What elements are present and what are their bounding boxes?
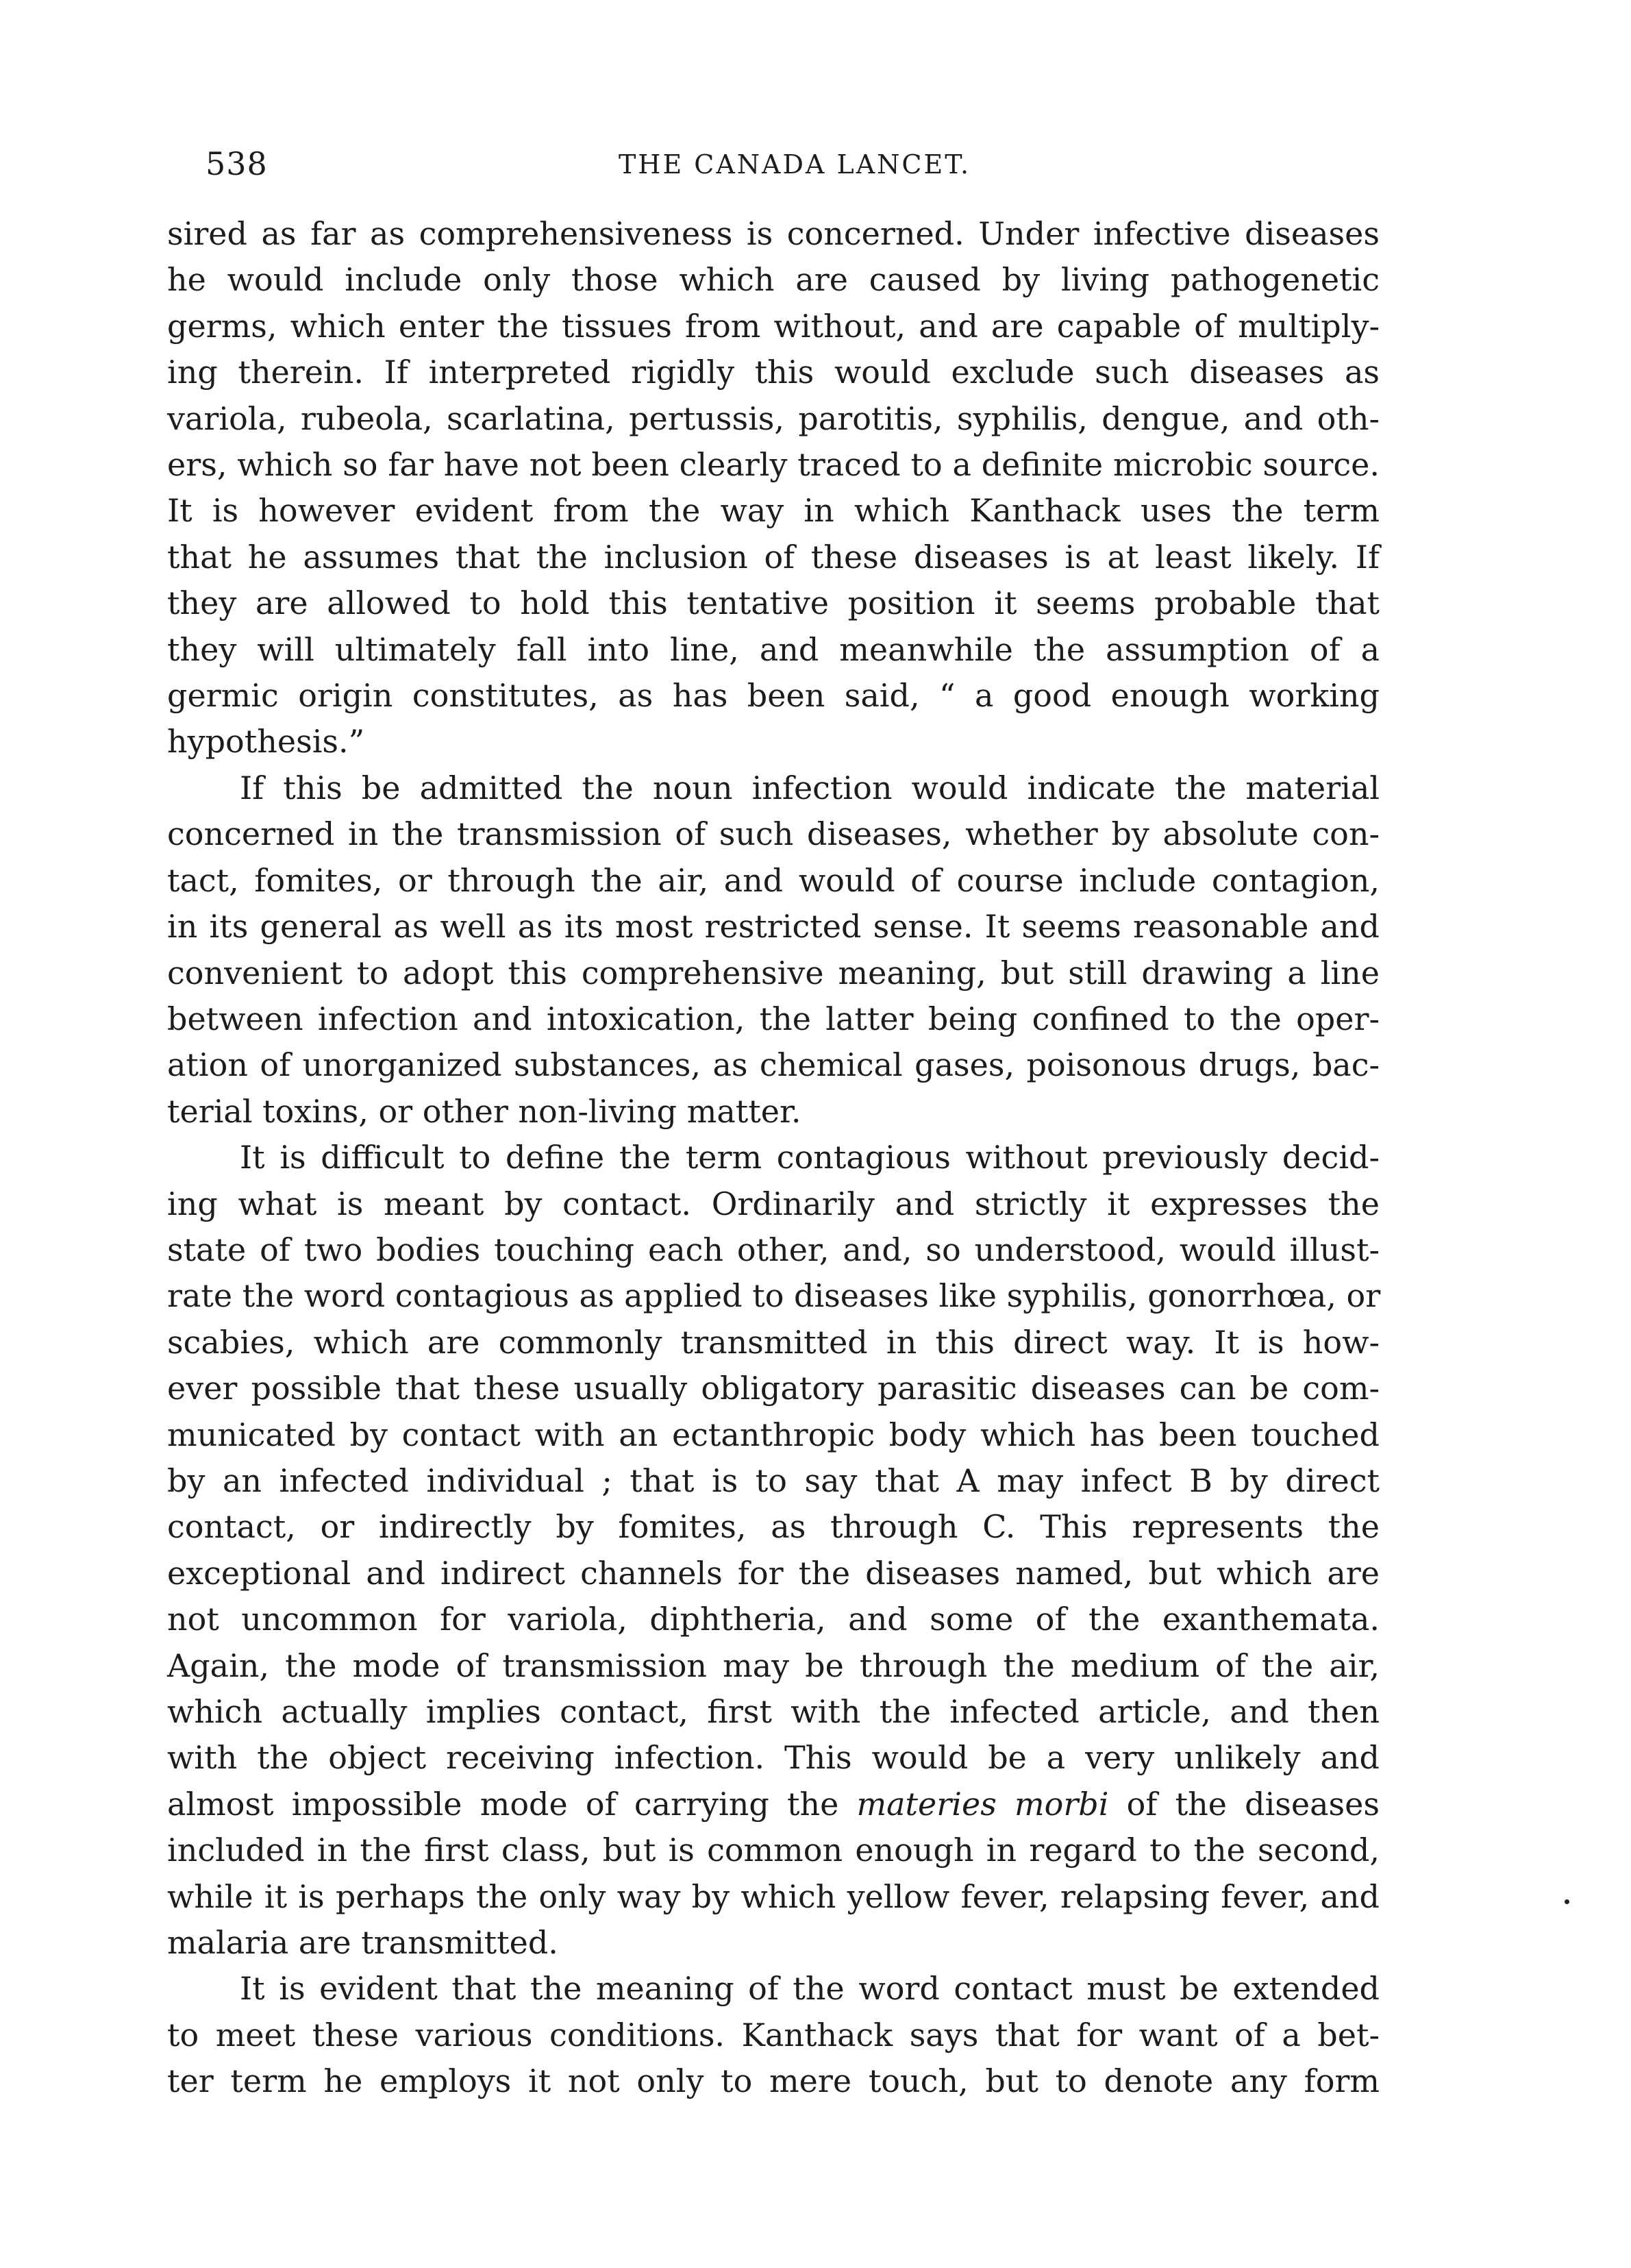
body-text [167,211,1380,2105]
text-line: he would include only those which are caused by living pathogenetic [167,261,1380,299]
text-line: municated by contact with an ectanthropic body which has been touched [167,1416,1380,1453]
italic-phrase: materies morbi [856,1785,1109,1823]
paragraph-4 [167,1966,1380,2104]
page-number: 538 [206,145,268,182]
text-line: It is evident that the meaning of the word contact must be extended [240,1970,1380,2008]
text-line: to meet these various conditions. Kanthack says that for want of a bet- [167,2016,1380,2054]
text-line: not uncommon for variola, diphtheria, and some of the exanthemata. [167,1601,1380,1638]
text-line: scabies, which are commonly transmitted in this direct way. It is how- [167,1323,1380,1361]
text-line: germic origin constitutes, as has been said, “ a good enough working [167,677,1380,715]
text-line: convenient to adopt this comprehensive meaning, but still drawing a line [167,954,1380,991]
paragraph-2 [167,765,1380,1135]
text-line: ever possible that these usually obligatory parasitic diseases can be com- [167,1370,1380,1407]
text-line: they will ultimately fall into line, and meanwhile the assumption of a [167,630,1380,668]
text-line: contact, or indirectly by fomites, as through C. This represents the [167,1508,1380,1546]
text-line: ter term he employs it not only to mere touch, but to denote any form [167,2062,1380,2100]
text-line: they are allowed to hold this tentative position it seems probable that [167,584,1380,622]
text-line: that he assumes that the inclusion of these diseases is at least likely. If [167,538,1380,576]
text-line: in its general as well as its most restricted sense. It seems reasonable and [167,908,1380,946]
text-line: while it is perhaps the only way by which yellow fever, relapsing fever, and [167,1877,1380,1915]
running-head [206,145,1384,193]
text-line: which actually implies contact, first with the infected article, and then [167,1693,1380,1730]
text-line: by an infected individual ; that is to say that A may infect B by direct [167,1462,1380,1499]
journal-title: THE CANADA LANCET. [618,149,971,180]
text-line: ers, which so far have not been clearly traced to a definite microbic source. [167,446,1380,484]
text-line: malaria are transmitted. [167,1924,558,1962]
text-line: ing therein. If interpreted rigidly this would exclude such diseases as [167,354,1380,391]
text-line: between infection and intoxication, the latter being confined to the oper- [167,1000,1380,1037]
text-line: rate the word contagious as applied to diseases like syphilis, gonorrhœa, or [167,1277,1381,1315]
text-line: ation of unorganized substances, as chemical gases, poisonous drugs, bac- [167,1046,1380,1084]
text-line: If this be admitted the noun infection would indicate the material [240,769,1380,806]
paragraph-1 [167,211,1380,765]
text-line: Again, the mode of transmission may be through the medium of the air, [167,1647,1380,1684]
paragraph-3 [167,1135,1380,1966]
line-segment: of the diseases [1108,1785,1380,1823]
text-line-with-italic [167,1782,1380,1827]
line-segment: almost impossible mode of carrying the [167,1785,857,1823]
text-line: ing what is meant by contact. Ordinarily and strictly it expresses the [167,1185,1380,1222]
text-line: terial toxins, or other non-living matter. [167,1092,801,1130]
text-line: tact, fomites, or through the air, and would of course include contagion, [167,861,1380,899]
text-line: exceptional and indirect channels for the diseases named, but which are [167,1554,1380,1592]
text-line: germs, which enter the tissues from without, and are capable of multiply- [167,307,1380,345]
text-line: variola, rubeola, scarlatina, pertussis, parotitis, syphilis, dengue, and oth- [167,399,1380,437]
text-line: concerned in the transmission of such diseases, whether by absolute con- [167,815,1380,853]
text-line: It is difficult to define the term contagious without previously decid- [240,1139,1380,1176]
text-line: It is however evident from the way in which Kanthack uses the term [167,492,1380,530]
text-line: sired as far as comprehensiveness is concerned. Under infective diseases [167,215,1380,252]
text-line: hypothesis.” [167,723,365,761]
text-line: with the object receiving infection. This would be a very unlikely and [167,1739,1380,1777]
text-line: included in the first class, but is common enough in regard to the second, [167,1832,1380,1869]
margin-speck [1565,1899,1569,1904]
text-line: state of two bodies touching each other, and, so understood, would illust- [167,1231,1380,1268]
